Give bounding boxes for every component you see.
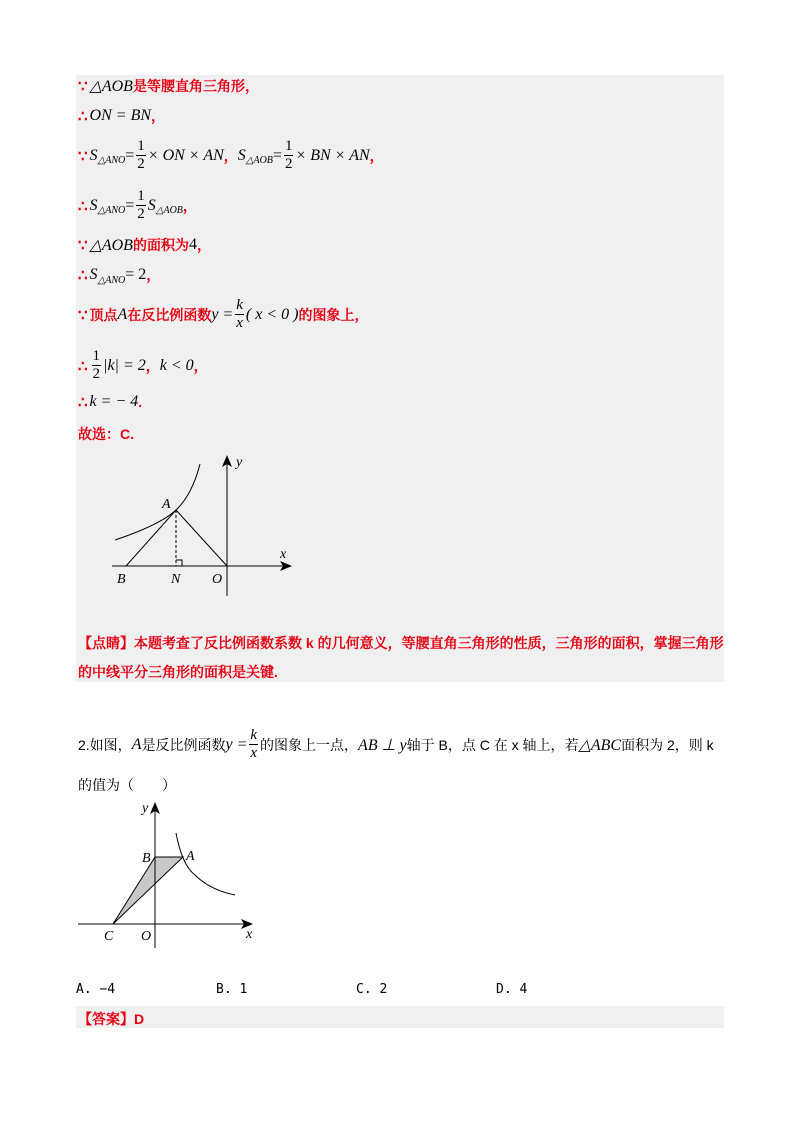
- math: k < 0: [159, 356, 194, 374]
- question-line-2: 的值为（ ）: [78, 777, 176, 793]
- text: ，: [193, 357, 208, 374]
- solution-line-7: [78, 297, 368, 332]
- therefore-symbol: ∴: [78, 197, 88, 215]
- solution-line-5: [78, 235, 211, 255]
- hyperbola-curve: [115, 464, 200, 540]
- math: S: [89, 146, 98, 164]
- subscript: △ANO: [97, 274, 126, 286]
- triangle-abc: [113, 857, 183, 924]
- therefore-symbol: ∴: [78, 108, 88, 125]
- text: 是反比例函数: [141, 736, 226, 753]
- denominator: x: [236, 315, 243, 331]
- because-symbol: ∵: [78, 306, 88, 324]
- math: S: [89, 266, 98, 283]
- label-b: B: [117, 572, 126, 587]
- answer-choice-line: 故选：C.: [78, 426, 134, 442]
- label-n: N: [171, 572, 181, 587]
- numerator: 1: [137, 188, 145, 204]
- text: 顶点: [89, 306, 118, 323]
- label-x: x: [280, 547, 287, 562]
- fraction: [284, 138, 294, 173]
- answer-label: 【答案】D: [78, 1011, 145, 1027]
- numerator: k: [236, 297, 243, 313]
- label-a: A: [186, 849, 195, 864]
- math: △ABC: [578, 736, 622, 754]
- text: ，: [369, 147, 384, 164]
- text: .: [138, 394, 143, 410]
- label-a: A: [162, 497, 171, 512]
- numerator: 1: [284, 138, 293, 154]
- denominator: x: [250, 745, 258, 761]
- comment-line-1: 【点睛】本题考查了反比例函数系数 k 的几何意义，等腰直角三角形的性质，三角形的面积，掌握三角形: [78, 635, 724, 651]
- text: 的图象上，: [298, 306, 369, 323]
- text: ，: [223, 147, 238, 164]
- math: × BN × AN: [295, 146, 370, 164]
- text: 轴于 B，点 C 在 x 轴上，若: [406, 736, 579, 753]
- denominator: 2: [137, 156, 145, 172]
- fraction: [92, 348, 102, 383]
- math: =: [272, 146, 282, 164]
- math: △AOB: [89, 78, 133, 95]
- solution-line-2: [78, 106, 165, 126]
- text: ，: [151, 108, 166, 124]
- text: ，: [145, 357, 160, 374]
- solution-line-9: [78, 393, 142, 411]
- question-line-1: [78, 727, 714, 762]
- solution-line-1: [78, 76, 259, 96]
- math: y =: [225, 735, 248, 753]
- math: AB ⊥ y: [358, 736, 407, 754]
- math: ON = BN: [89, 107, 152, 124]
- figure-aob: [100, 450, 300, 600]
- option-a: A. −4: [76, 982, 116, 997]
- subscript: △ANO: [97, 205, 126, 216]
- option-b: B. 1: [216, 982, 248, 997]
- label-y: y: [236, 455, 243, 470]
- text: 面积为 2，则 k: [621, 736, 714, 753]
- numerator: 1: [92, 348, 101, 364]
- math: △AOB: [89, 237, 133, 254]
- therefore-symbol: ∴: [78, 394, 88, 411]
- math: =: [125, 146, 135, 164]
- math: =: [125, 196, 135, 214]
- because-symbol: ∵: [78, 237, 88, 254]
- text: 的面积为: [132, 237, 189, 253]
- numerator: k: [250, 727, 258, 743]
- therefore-symbol: ∴: [78, 267, 88, 284]
- hyperbola-curve: [176, 833, 235, 895]
- label-c: C: [104, 929, 114, 944]
- option-d: D. 4: [496, 982, 528, 997]
- text: 的图象上一点，: [260, 736, 359, 753]
- label-x: x: [246, 927, 253, 942]
- math: y =: [211, 305, 234, 323]
- therefore-symbol: ∴: [78, 357, 88, 375]
- text: 是等腰直角三角形，: [132, 78, 259, 94]
- option-c: C. 2: [356, 982, 388, 997]
- math: S: [147, 196, 156, 214]
- subscript: △ANO: [97, 155, 126, 166]
- math: |k| = 2: [103, 356, 146, 374]
- solution-line-8: [78, 348, 208, 383]
- denominator: 2: [137, 206, 145, 222]
- solution-line-6: [78, 265, 160, 285]
- text: 2.如图，: [78, 736, 132, 753]
- fraction: [249, 727, 258, 762]
- subscript: △AOB: [155, 205, 183, 216]
- subscript: △AOB: [245, 155, 273, 166]
- numerator: 1: [137, 138, 145, 154]
- because-symbol: ∵: [78, 147, 88, 165]
- math: S: [237, 146, 246, 164]
- figure-abc: [70, 790, 270, 950]
- math: = 2: [125, 266, 147, 283]
- solution-line-4: [78, 188, 197, 223]
- math: S: [89, 196, 98, 214]
- label-b: B: [142, 851, 151, 866]
- because-symbol: ∵: [78, 78, 88, 95]
- comment-line-2: 的中线平分三角形的面积是关键.: [78, 664, 278, 680]
- solution-line-3: [78, 138, 384, 173]
- denominator: 2: [92, 366, 101, 382]
- math: × ON × AN: [147, 146, 224, 164]
- math: 4: [188, 236, 197, 253]
- text: ，: [146, 267, 161, 283]
- label-y: y: [142, 801, 149, 816]
- label-o: O: [212, 572, 223, 587]
- fraction: [136, 188, 146, 223]
- text: ，: [182, 197, 197, 214]
- math: A: [131, 735, 142, 753]
- text: 在反比例函数: [127, 306, 212, 323]
- math: k = − 4: [89, 393, 139, 410]
- fraction: [235, 297, 244, 332]
- text: ，: [196, 237, 211, 253]
- denominator: 2: [284, 156, 293, 172]
- math: ( x < 0 ): [245, 305, 299, 323]
- math: A: [117, 305, 128, 323]
- answer-box: [76, 1006, 724, 1028]
- fraction: [136, 138, 146, 173]
- label-o: O: [141, 929, 152, 944]
- right-angle-mark: [176, 560, 182, 566]
